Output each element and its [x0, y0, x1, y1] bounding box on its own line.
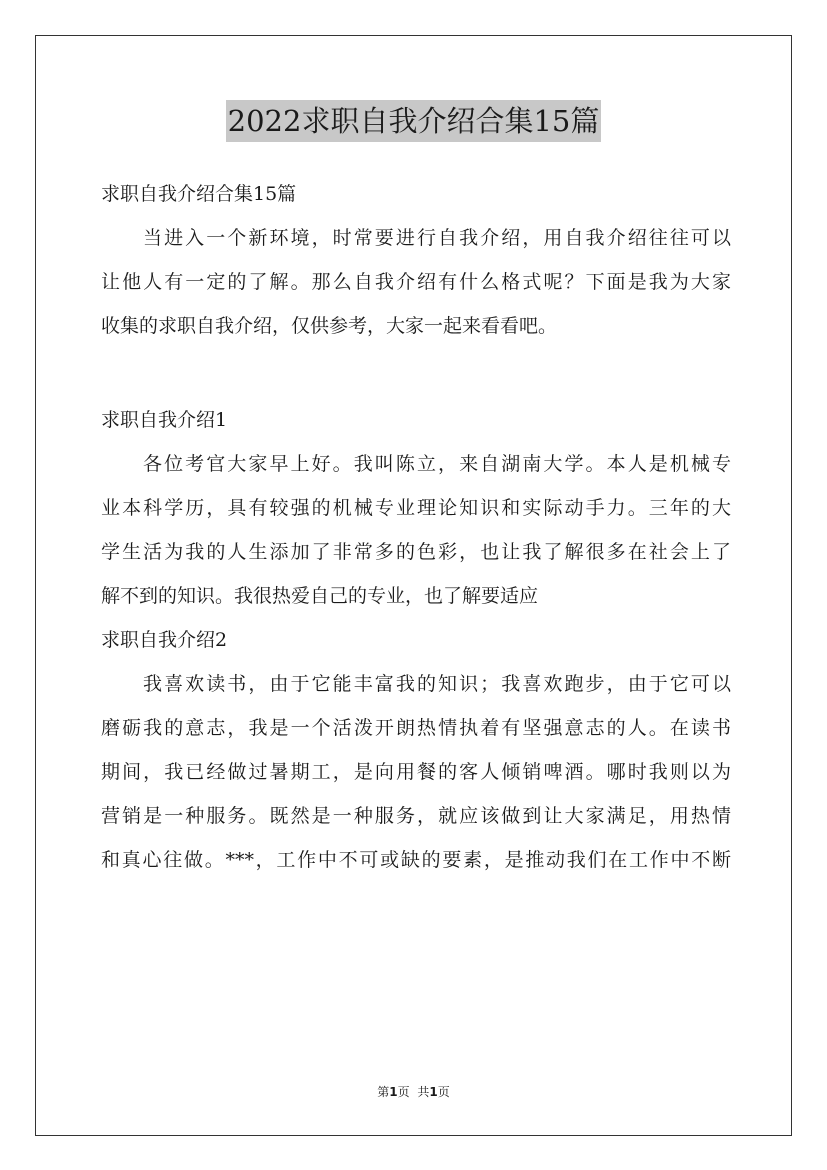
subtitle: 求职自我介绍合集15篇 [101, 183, 297, 205]
section-heading-1: 求职自我介绍1 [101, 409, 228, 431]
page-footer [0, 1083, 827, 1101]
section1-line: 各位考官大家早上好。我叫陈立，来自湖南大学。本人是机械专 [143, 453, 731, 475]
page-number: 1 [389, 1085, 398, 1099]
section2-line: 和真心往做。***，工作中不可或缺的要素，是推动我们在工作中不断 [101, 849, 731, 871]
intro-line: 让他人有一定的了解。那么自我介绍有什么格式呢？下面是我为大家 [101, 271, 731, 293]
document-title [0, 100, 827, 142]
page-prefix: 第 [377, 1085, 390, 1099]
document-title-text: 2022求职自我介绍合集15篇 [226, 100, 602, 142]
section1-line: 学生活为我的人生添加了非常多的色彩，也让我了解很多在社会上了 [101, 541, 731, 563]
intro-line: 当进入一个新环境，时常要进行自我介绍，用自我介绍往往可以 [143, 227, 731, 249]
section1-line: 解不到的知识。我很热爱自己的专业，也了解要适应 [101, 585, 539, 607]
section2-line: 我喜欢读书，由于它能丰富我的知识；我喜欢跑步，由于它可以 [143, 673, 731, 695]
section2-line: 期间，我已经做过暑期工，是向用餐的客人倾销啤酒。哪时我则以为 [101, 761, 731, 783]
intro-line: 收集的求职自我介绍，仅供参考，大家一起来看看吧。 [101, 315, 558, 337]
total-pages: 1 [429, 1085, 438, 1099]
page-suffix: 页 [397, 1085, 410, 1099]
total-suffix: 页 [437, 1085, 450, 1099]
paragraph-gap [101, 348, 731, 398]
section1-line: 业本科学历，具有较强的机械专业理论知识和实际动手力。三年的大 [101, 497, 731, 519]
total-prefix: 共 [417, 1085, 430, 1099]
section2-line: 磨砺我的意志，我是一个活泼开朗热情执着有坚强意志的人。在读书 [101, 717, 731, 739]
document-body [101, 172, 731, 882]
section2-line: 营销是一种服务。既然是一种服务，就应该做到让大家满足，用热情 [101, 805, 731, 827]
section-heading-2: 求职自我介绍2 [101, 629, 228, 651]
